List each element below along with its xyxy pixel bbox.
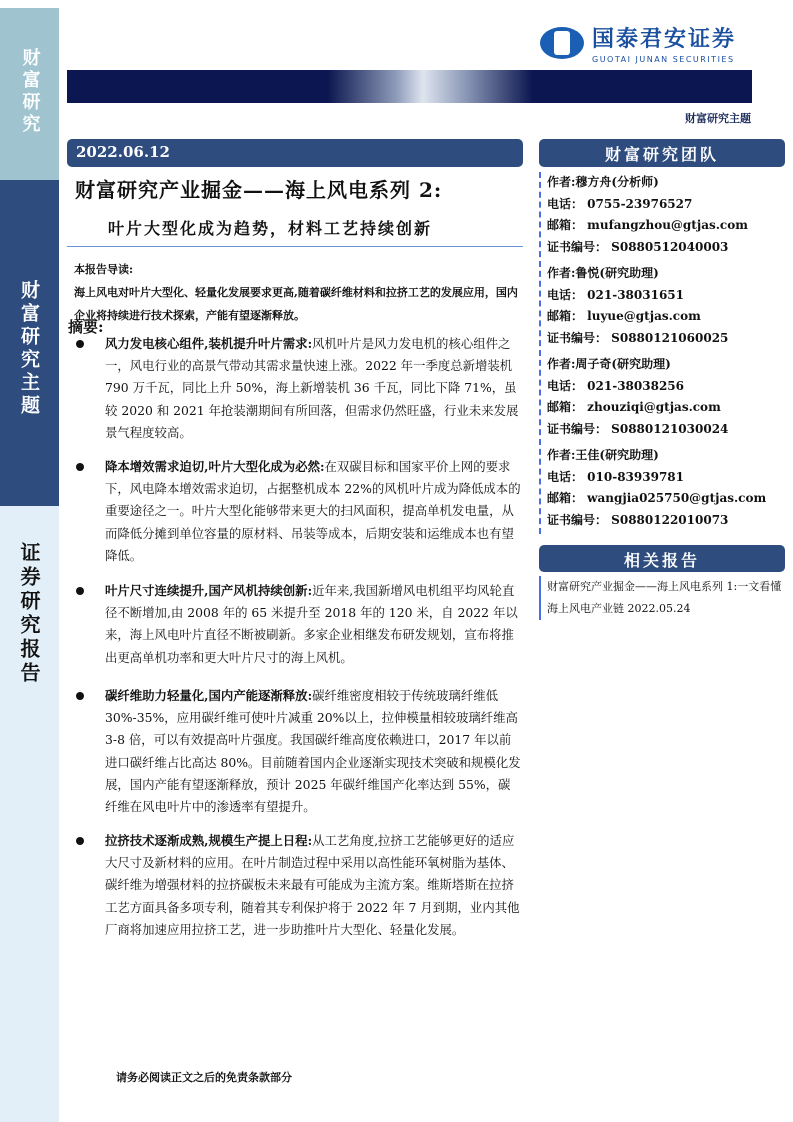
abstract-bullet <box>76 456 522 567</box>
company-logo <box>540 22 736 64</box>
disclaimer-footer: 请务必阅读正文之后的免责条款部分 <box>116 1071 292 1084</box>
author-name: 作者:鲁悦(研究助理) <box>547 266 659 280</box>
divider <box>67 246 523 247</box>
bullet-heading: 拉挤技术逐渐成熟,规模生产提上日程: <box>105 833 313 848</box>
author-name: 作者:穆方舟(分析师) <box>547 175 659 189</box>
related-reports-heading: 相关报告 <box>539 545 785 572</box>
sidebar-label: 财富研究主题 <box>18 280 40 418</box>
report-date: 2022.06.12 <box>67 139 523 167</box>
author-cert: 证书编号： S0880122010073 <box>547 512 729 527</box>
author-card <box>547 445 785 531</box>
sidebar-section-wealth-research <box>0 8 59 180</box>
abstract-bullet <box>76 580 522 669</box>
author-name: 作者:周子奇(研究助理) <box>547 357 671 371</box>
abstract-heading: 摘要: <box>68 318 104 336</box>
author-card <box>547 354 785 440</box>
author-phone: 电话： 0755-23976527 <box>547 196 693 211</box>
related-report-link[interactable]: 财富研究产业掘金——海上风电系列 1:一文看懂海上风电产业链 2022.05.24 <box>539 576 785 620</box>
author-card <box>547 263 785 349</box>
abstract-bullet <box>76 333 522 444</box>
page-subtitle: 叶片大型化成为趋势，材料工艺持续创新 <box>108 219 433 238</box>
bullet-text: 近年来,我国新增风电机组平均风轮直径不断增加,由 2008 年的 65 米提升至 2018 年的 120 米，自 2022 年以来，海上风电叶片直径不断被刷新。多家企业相继发布研发规划，宣布将推出更高单机功率和更大叶片尺寸的海上风机。 <box>105 583 518 665</box>
bullet-heading: 风力发电核心组件,装机提升叶片需求: <box>105 336 313 351</box>
author-cert: 证书编号： S0880121030024 <box>547 421 729 436</box>
logo-icon <box>540 27 584 59</box>
bullet-text: 在双碳目标和国家平价上网的要求下，风电降本增效需求迫切，占据整机成本 22%的风机叶片成为降低成本的重要途径之一。叶片大型化能够带来更大的扫风面积，提高单机发电量，从而降低分摊到单位容量的原材料、吊装等成本，后期安装和运维成本也有望降低。 <box>105 459 521 563</box>
author-cert: 证书编号： S0880121060025 <box>547 330 729 345</box>
bullet-text: 从工艺角度,拉挤工艺能够更好的适应大尺寸及新材料的应用。在叶片制造过程中采用以高性能环氧树脂为基体、碳纤维为增强材料的拉挤碳板未来最有可能成为主流方案。维斯塔斯在拉挤工艺方面具备多项专利，随着其专利保护将于 2022 年 7 月到期，业内其他厂商将加速应用拉挤工艺，进一步助推叶片大型化、轻量化发展。 <box>105 833 520 937</box>
report-guide <box>74 258 524 327</box>
author-list <box>539 172 785 534</box>
author-phone: 电话： 021-38031651 <box>547 287 685 302</box>
bullet-icon <box>76 837 84 845</box>
team-heading: 财富研究团队 <box>539 139 785 167</box>
bullet-text: 碳纤维密度相较于传统玻璃纤维低 30%-35%，应用碳纤维可使叶片减重 20%以上，拉伸模量相较玻璃纤维高 3-8 倍，可以有效提高叶片强度。我国碳纤维高度依赖进口，2017 年以前进口碳纤维占比高达 80%。目前随着国内企业逐渐实现技术突破和规模化发展，国内产能有望逐渐释放，预计 2025 年碳纤维国产化率达到 55%，碳纤维在风电叶片中的渗透率有望提升。 <box>105 688 521 815</box>
page-title: 财富研究产业掘金——海上风电系列 2: <box>75 178 443 202</box>
author-card <box>547 172 785 258</box>
logo-cn: 国泰君安证券 <box>592 27 737 52</box>
bullet-heading: 叶片尺寸连续提升,国产风机持续创新: <box>105 583 313 598</box>
abstract-bullet <box>76 685 522 818</box>
sidebar-section-securities-report <box>0 506 59 1122</box>
sidebar-section-theme <box>0 180 59 506</box>
abstract-bullet <box>76 830 522 941</box>
author-name: 作者:王佳(研究助理) <box>547 448 659 462</box>
guide-label: 本报告导读: <box>74 263 134 276</box>
sidebar-label: 证券研究报告 <box>17 542 41 686</box>
bullet-icon <box>76 587 84 595</box>
author-phone: 电话： 010-83939781 <box>547 469 685 484</box>
bullet-heading: 降本增效需求迫切,叶片大型化成为必然: <box>105 459 325 474</box>
author-cert: 证书编号： S0880512040003 <box>547 239 729 254</box>
guide-text: 海上风电对叶片大型化、轻量化发展要求更高,随着碳纤维材料和拉挤工艺的发展应用，国内企业将持续进行技术探索，产能有望逐渐释放。 <box>74 286 518 322</box>
author-email[interactable]: 邮箱： mufangzhou@gtjas.com <box>547 218 748 232</box>
bullet-text: 风机叶片是风力发电机的核心组件之一，风电行业的高景气带动其需求量快速上涨。2022 年一季度总新增装机 790 万千瓦，同比上升 50%，海上新增装机 36 千瓦，同比下降 71%，虽较 2020 和 2021 年抢装潮期间有所回落，但需求仍然旺盛，行业未来发展景气程度较高。 <box>105 336 519 440</box>
author-email[interactable]: 邮箱： luyue@gtjas.com <box>547 309 701 323</box>
logo-en: GUOTAI JUNAN SECURITIES <box>592 55 735 64</box>
bullet-icon <box>76 463 84 471</box>
bullet-icon <box>76 340 84 348</box>
bullet-icon <box>76 692 84 700</box>
author-phone: 电话： 021-38038256 <box>547 378 685 393</box>
sidebar-label: 财富研究 <box>19 48 41 136</box>
bullet-heading: 碳纤维助力轻量化,国内产能逐渐释放: <box>105 688 313 703</box>
author-email[interactable]: 邮箱： wangjia025750@gtjas.com <box>547 491 767 505</box>
report-theme: 财富研究主题 <box>685 112 751 125</box>
author-email[interactable]: 邮箱： zhouziqi@gtjas.com <box>547 400 721 414</box>
header-banner <box>67 70 752 103</box>
